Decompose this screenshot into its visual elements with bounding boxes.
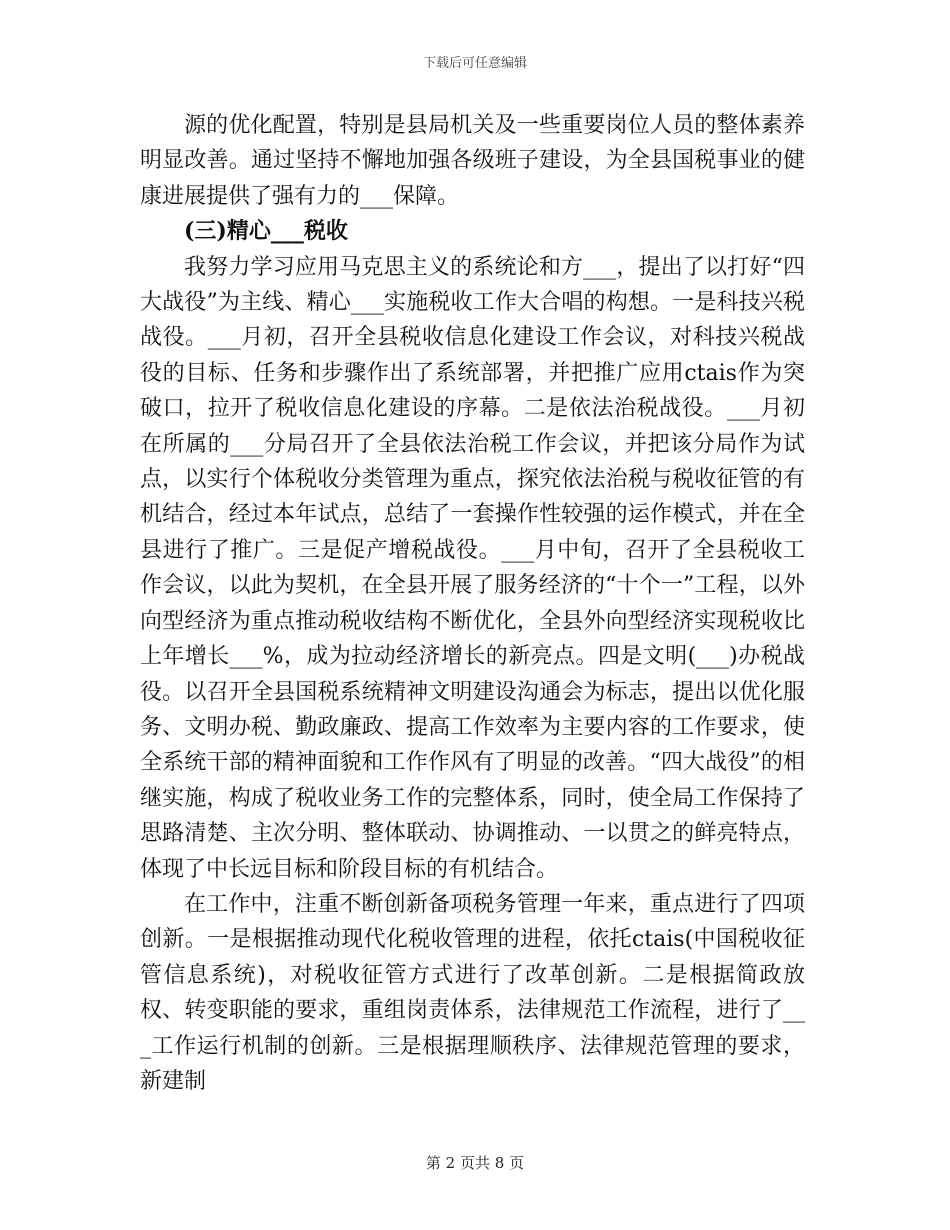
- page-header: 下载后可任意编辑: [422, 56, 527, 71]
- document-body: [140, 108, 805, 1099]
- paragraph-continuation: 源的优化配置，特别是县局机关及一些重要岗位人员的整体素养明显改善。通过坚持不懈地加强各级班子建设，为全县国税事业的健康进展提供了强有力的___保障。: [140, 113, 805, 209]
- paragraph-four-campaigns: 我努力学习应用马克思主义的系统论和方___，提出了以打好“四大战役”为主线、精心___实施税收工作大合唱的构想。一是科技兴税战役。___月初，召开全县税收信息化建设工作会议，对科技兴税战役的目标、任务和步骤作出了系统部署，并把推广应用ctais作为突破口，拉开了税收信息化建设的序幕。二是依法治税战役。___月初在所属的___分局召开了全县依法治税工作会议，并把该分局作为试点，以实行个体税收分类管理为重点，探究依法治税与税收征管的有机结合，经过本年试点，总结了一套操作性较强的运作模式，并在全县进行了推广。三是促产增税战役。___月中旬，召开了全县税收工作会议，以此为契机，在全县开展了服务经济的“十个一”工程，以外向型经济为重点推动税收结构不断优化，全县外向型经济实现税收比上年增长___%，成为拉动经济增长的新亮点。四是文明(___)办税战役。以召开全县国税系统精神文明建设沟通会为标志，提出以优化服务、文明办税、勤政廉政、提高工作效率为主要内容的工作要求，使全系统干部的精神面貌和工作作风有了明显的改善。“四大战役”的相继实施，构成了税收业务工作的完整体系，同时，使全局工作保持了思路清楚、主次分明、整体联动、协调推动、一以贯之的鲜亮特点，体现了中长远目标和阶段目标的有机结合。: [140, 254, 805, 882]
- page-number-footer: 第 2 页共 8 页: [425, 1154, 525, 1172]
- section-heading: (三)精心___税收: [184, 218, 348, 245]
- paragraph-innovation: 在工作中，注重不断创新备项税务管理一年来，重点进行了四项创新。一是根据推动现代化税收管理的进程，依托ctais(中国税收征管信息系统)，对税收征管方式进行了改革创新。二是根据简政放权、转变职能的要求，重组岗责体系，法律规范工作流程，进行了___工作运行机制的创新。三是根据理顺秩序、法律规范管理的要求，新建制: [140, 891, 805, 1094]
